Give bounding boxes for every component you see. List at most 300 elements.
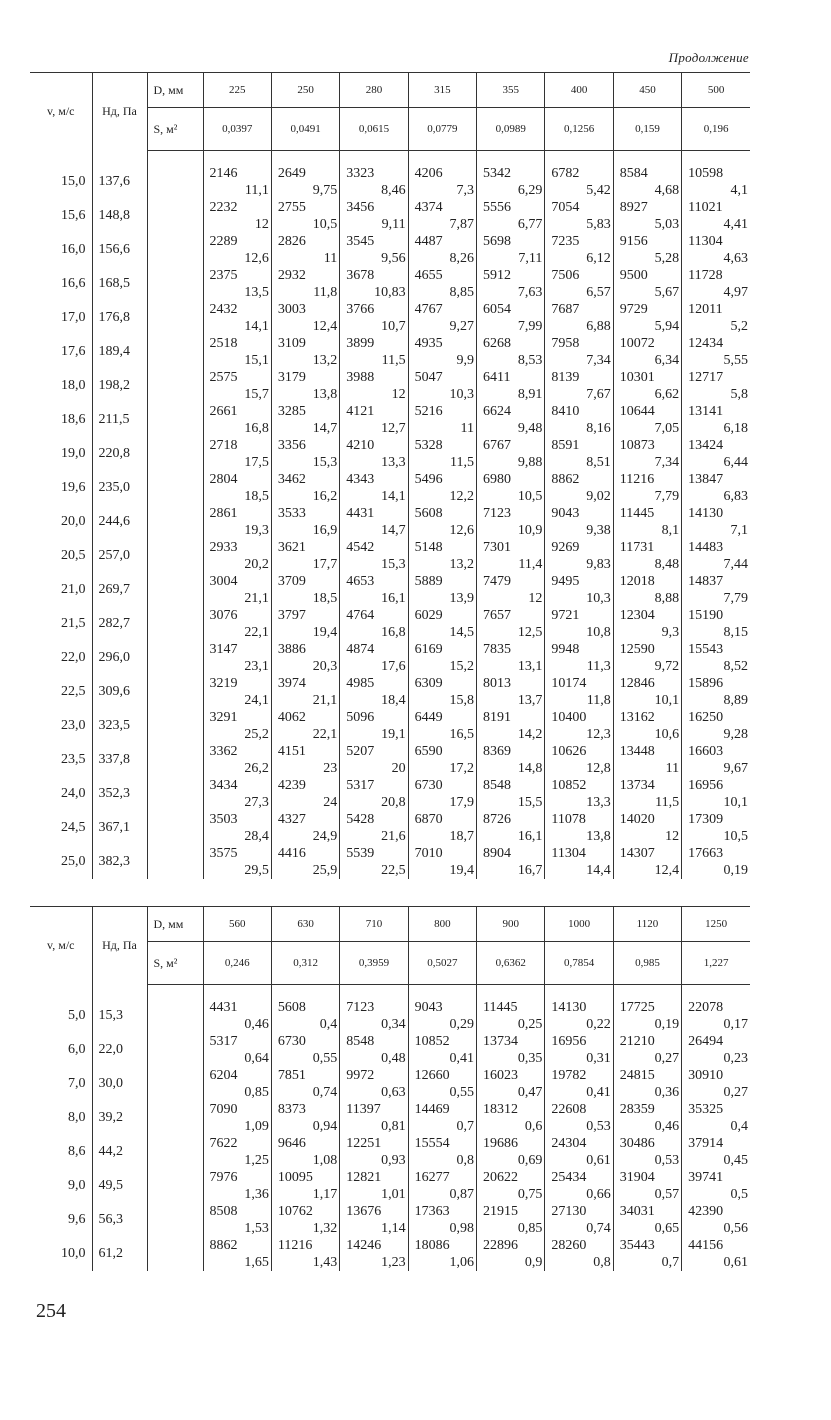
flow-cell <box>613 573 681 607</box>
flow-cell <box>613 1135 681 1169</box>
flow-rate: 3533 <box>277 506 306 521</box>
pressure-loss: 19,4 <box>312 625 338 640</box>
pressure-loss: 7,79 <box>654 489 680 504</box>
flow-rate: 16250 <box>688 710 724 725</box>
pressure-loss: 18,7 <box>449 829 474 844</box>
flow-rate: 8862 <box>209 1238 238 1253</box>
flow-rate: 31904 <box>619 1170 655 1185</box>
flow-cell <box>477 777 545 811</box>
flow-rate: 5328 <box>414 438 443 453</box>
flow-cell <box>545 1067 613 1101</box>
flow-cell <box>203 301 271 335</box>
velocity-header: v, м/с <box>30 907 92 985</box>
flow-cell <box>613 675 681 709</box>
flow-rate: 9729 <box>619 302 648 317</box>
pressure-loss: 6,57 <box>586 285 611 300</box>
pressure-loss: 0,29 <box>449 1017 474 1032</box>
flow-rate: 7622 <box>209 1136 238 1151</box>
pressure-loss: 5,94 <box>654 319 680 334</box>
pressure-loss: 16,2 <box>312 489 338 504</box>
flow-cell <box>203 1033 271 1067</box>
flow-rate: 4206 <box>414 166 443 181</box>
flow-cell <box>408 335 476 369</box>
flow-rate: 14020 <box>619 812 655 827</box>
flow-rate: 35443 <box>619 1238 655 1253</box>
flow-rate: 8548 <box>346 1034 375 1049</box>
flow-rate: 7123 <box>483 506 511 521</box>
flow-rate: 22608 <box>551 1102 587 1117</box>
area-value: 0,0989 <box>477 108 545 151</box>
flow-cell <box>271 471 339 505</box>
flow-rate: 3179 <box>277 370 306 385</box>
pressure-value: 282,7 <box>92 607 147 641</box>
flow-rate: 18086 <box>414 1238 450 1253</box>
velocity-value: 9,0 <box>68 1178 86 1193</box>
spacer-cell <box>203 985 271 1000</box>
flow-cell <box>477 1169 545 1203</box>
pressure-loss: 1,25 <box>244 1153 269 1168</box>
flow-cell <box>477 165 545 199</box>
flow-rate: 14307 <box>619 846 655 861</box>
flow-cell <box>408 165 476 199</box>
pressure-value: 168,5 <box>92 267 147 301</box>
pressure-loss: 0,64 <box>244 1051 269 1066</box>
flow-rate: 12304 <box>619 608 655 623</box>
spacer-cell <box>408 151 476 166</box>
pressure-loss: 8,85 <box>449 285 474 300</box>
pressure-value: 220,8 <box>92 437 147 471</box>
pressure-loss: 13,3 <box>586 795 611 810</box>
pressure-loss: 16,7 <box>517 863 543 878</box>
table-row <box>30 811 750 845</box>
pressure-loss: 18,4 <box>381 693 406 708</box>
area-value: 0,159 <box>613 108 681 151</box>
velocity-value: 20,5 <box>61 548 86 563</box>
pressure-loss: 6,34 <box>654 353 680 368</box>
flow-cell <box>545 607 613 641</box>
flow-rate: 21210 <box>619 1034 655 1049</box>
flow-cell <box>613 641 681 675</box>
empty-cell <box>147 573 203 607</box>
flow-rate: 13162 <box>619 710 655 725</box>
pressure-loss: 12 <box>528 591 543 606</box>
flow-cell <box>545 641 613 675</box>
pressure-loss: 26,2 <box>244 761 269 776</box>
pressure-loss: 12 <box>665 829 680 844</box>
flow-cell <box>545 539 613 573</box>
pressure-loss: 7,63 <box>517 285 543 300</box>
pressure-loss: 14,8 <box>517 761 543 776</box>
flow-cell <box>477 505 545 539</box>
flow-rate: 3356 <box>277 438 306 453</box>
empty-cell <box>147 1033 203 1067</box>
velocity-value: 10,0 <box>61 1246 86 1261</box>
flow-rate: 12011 <box>688 302 723 317</box>
pressure-loss: 22,1 <box>312 727 338 742</box>
pressure-loss: 7,34 <box>586 353 611 368</box>
spacer-row <box>30 151 750 166</box>
flow-cell <box>340 999 408 1033</box>
flow-cell <box>203 1067 271 1101</box>
velocity-value: 6,0 <box>68 1042 86 1057</box>
pressure-loss: 8,52 <box>723 659 748 674</box>
flow-cell <box>340 1101 408 1135</box>
pressure-loss: 1,23 <box>381 1255 406 1270</box>
flow-cell <box>682 471 750 505</box>
pressure-loss: 0,23 <box>723 1051 748 1066</box>
flow-cell <box>340 233 408 267</box>
flow-rate: 11304 <box>551 846 586 861</box>
pressure-loss: 0,19 <box>654 1017 680 1032</box>
pressure-loss: 8,1 <box>661 523 680 538</box>
flow-rate: 8584 <box>619 166 648 181</box>
flow-cell <box>613 1237 681 1271</box>
flow-cell <box>682 1169 750 1203</box>
flow-rate: 5047 <box>414 370 443 385</box>
table-row <box>30 199 750 233</box>
flow-rate: 12018 <box>619 574 655 589</box>
flow-cell <box>340 471 408 505</box>
pressure-loss: 0,36 <box>654 1085 680 1100</box>
flow-rate: 5496 <box>414 472 443 487</box>
spacer-cell <box>682 151 750 166</box>
flow-rate: 4874 <box>346 642 375 657</box>
pressure-loss: 1,32 <box>312 1221 338 1236</box>
flow-cell <box>203 437 271 471</box>
pressure-value: 39,2 <box>92 1101 147 1135</box>
pressure-loss: 13,3 <box>381 455 406 470</box>
pressure-value: 323,5 <box>92 709 147 743</box>
pressure-loss: 15,3 <box>381 557 406 572</box>
pressure-loss: 12,2 <box>449 489 474 504</box>
flow-rate: 10626 <box>551 744 587 759</box>
flow-cell <box>203 539 271 573</box>
flow-rate: 4653 <box>346 574 375 589</box>
flow-cell <box>271 1101 339 1135</box>
pressure-loss: 0,56 <box>723 1221 748 1236</box>
velocity-value: 8,0 <box>68 1110 86 1125</box>
flow-cell <box>203 811 271 845</box>
flow-cell <box>477 675 545 709</box>
pressure-value: 22,0 <box>92 1033 147 1067</box>
pressure-loss: 6,44 <box>723 455 748 470</box>
flow-rate: 3621 <box>277 540 306 555</box>
flow-rate: 5148 <box>414 540 443 555</box>
spacer-cell <box>147 151 203 166</box>
table-row <box>30 403 750 437</box>
flow-rate: 27130 <box>551 1204 587 1219</box>
flow-cell <box>682 403 750 437</box>
flow-rate: 11728 <box>688 268 723 283</box>
flow-rate: 24815 <box>619 1068 655 1083</box>
flow-rate: 8591 <box>551 438 580 453</box>
flow-rate: 5317 <box>209 1034 238 1049</box>
flow-rate: 4985 <box>346 676 375 691</box>
pressure-loss: 16,1 <box>517 829 543 844</box>
pressure-loss: 16,8 <box>244 421 269 436</box>
flow-cell <box>682 335 750 369</box>
flow-rate: 6449 <box>414 710 443 725</box>
area-value: 0,6362 <box>477 942 545 985</box>
flow-cell <box>408 845 476 879</box>
flow-cell <box>545 301 613 335</box>
pressure-loss: 12 <box>254 217 269 232</box>
velocity-value: 7,0 <box>68 1076 86 1091</box>
pressure-loss: 1,36 <box>244 1187 269 1202</box>
flow-rate: 2932 <box>277 268 306 283</box>
flow-cell <box>682 199 750 233</box>
pressure-loss: 0,69 <box>517 1153 543 1168</box>
flow-rate: 4327 <box>277 812 306 827</box>
velocity-value: 16,0 <box>61 242 86 257</box>
flow-rate: 2661 <box>209 404 238 419</box>
velocity-value: 23,0 <box>61 718 86 733</box>
area-label: S, м² <box>147 108 203 151</box>
spacer-cell <box>30 985 92 1000</box>
flow-cell <box>545 709 613 743</box>
flow-rate: 5889 <box>414 574 443 589</box>
pressure-loss: 17,5 <box>244 455 269 470</box>
pressure-value: 30,0 <box>92 1067 147 1101</box>
empty-cell <box>147 301 203 335</box>
flow-cell <box>682 267 750 301</box>
flow-rate: 6730 <box>414 778 443 793</box>
spacer-cell <box>477 151 545 166</box>
flow-cell <box>203 267 271 301</box>
area-value: 0,0615 <box>340 108 408 151</box>
flow-rate: 14130 <box>688 506 724 521</box>
flow-cell <box>271 437 339 471</box>
pressure-loss: 7,87 <box>449 217 474 232</box>
flow-rate: 28260 <box>551 1238 587 1253</box>
pressure-loss: 6,88 <box>586 319 611 334</box>
pressure-loss: 14,1 <box>381 489 406 504</box>
pressure-loss: 0,61 <box>723 1255 748 1270</box>
pressure-loss: 0,5 <box>730 1187 748 1202</box>
flow-cell <box>340 1169 408 1203</box>
flow-rate: 4431 <box>346 506 375 521</box>
flow-cell <box>203 199 271 233</box>
flow-cell <box>271 1067 339 1101</box>
flow-cell <box>545 335 613 369</box>
flow-rate: 4431 <box>209 1000 238 1015</box>
pressure-loss: 0,8 <box>456 1153 474 1168</box>
flow-rate: 3147 <box>209 642 238 657</box>
flow-rate: 3285 <box>277 404 306 419</box>
pressure-loss: 14,5 <box>449 625 474 640</box>
flow-rate: 22896 <box>483 1238 518 1253</box>
flow-cell <box>613 1101 681 1135</box>
pressure-loss: 0,35 <box>517 1051 543 1066</box>
flow-cell <box>477 267 545 301</box>
flow-rate: 11397 <box>346 1102 381 1117</box>
pressure-loss: 9,11 <box>381 217 406 232</box>
area-value: 0,312 <box>271 942 339 985</box>
flow-cell <box>477 301 545 335</box>
pressure-loss: 13,5 <box>244 285 269 300</box>
flow-rate: 22078 <box>688 1000 724 1015</box>
flow-rate: 3575 <box>209 846 238 861</box>
flow-rate: 4935 <box>414 336 443 351</box>
flow-rate: 5428 <box>346 812 375 827</box>
pressure-loss: 4,1 <box>730 183 748 198</box>
pressure-loss: 12,5 <box>517 625 543 640</box>
velocity-table-upper <box>30 72 750 879</box>
empty-cell <box>147 165 203 199</box>
flow-rate: 13734 <box>619 778 655 793</box>
table-row <box>30 845 750 879</box>
flow-rate: 13424 <box>688 438 724 453</box>
pressure-loss: 8,16 <box>586 421 611 436</box>
flow-rate: 11445 <box>619 506 655 521</box>
pressure-value: 244,6 <box>92 505 147 539</box>
flow-cell <box>545 573 613 607</box>
flow-rate: 3109 <box>277 336 306 351</box>
flow-rate: 4343 <box>346 472 375 487</box>
flow-rate: 17309 <box>688 812 724 827</box>
flow-rate: 2933 <box>209 540 238 555</box>
flow-cell <box>271 1203 339 1237</box>
empty-cell <box>147 1101 203 1135</box>
flow-rate: 4062 <box>277 710 306 725</box>
flow-cell <box>613 267 681 301</box>
pressure-loss: 0,46 <box>654 1119 680 1134</box>
flow-cell <box>408 1101 476 1135</box>
pressure-loss: 6,29 <box>517 183 543 198</box>
flow-cell <box>408 777 476 811</box>
flow-rate: 9646 <box>277 1136 306 1151</box>
pressure-loss: 10,1 <box>654 693 680 708</box>
flow-rate: 6870 <box>414 812 443 827</box>
pressure-loss: 25,9 <box>312 863 338 878</box>
pressure-loss: 0,74 <box>586 1221 611 1236</box>
empty-cell <box>147 471 203 505</box>
flow-rate: 3709 <box>277 574 306 589</box>
area-value: 0,7854 <box>545 942 613 985</box>
velocity-value: 17,0 <box>61 310 86 325</box>
flow-cell <box>271 199 339 233</box>
pressure-loss: 6,12 <box>586 251 611 266</box>
pressure-loss: 9,88 <box>517 455 543 470</box>
table-row <box>30 607 750 641</box>
flow-rate: 3462 <box>277 472 306 487</box>
pressure-loss: 10,5 <box>723 829 748 844</box>
velocity-value: 25,0 <box>61 854 86 869</box>
table-row <box>30 709 750 743</box>
diameter-value: 1000 <box>545 907 613 942</box>
flow-cell <box>408 369 476 403</box>
flow-rate: 6590 <box>414 744 443 759</box>
flow-cell <box>477 199 545 233</box>
flow-cell <box>682 743 750 777</box>
flow-rate: 4239 <box>277 778 306 793</box>
flow-cell <box>613 233 681 267</box>
flow-cell <box>682 1135 750 1169</box>
pressure-value: 189,4 <box>92 335 147 369</box>
flow-cell <box>613 335 681 369</box>
pressure-loss: 11,4 <box>518 557 543 572</box>
flow-rate: 2289 <box>209 234 238 249</box>
flow-rate: 15543 <box>688 642 724 657</box>
empty-cell <box>147 709 203 743</box>
pressure-loss: 7,05 <box>654 421 680 436</box>
pressure-loss: 0,4 <box>319 1017 338 1032</box>
diameter-value: 1120 <box>613 907 681 942</box>
velocity-value: 19,0 <box>61 446 86 461</box>
flow-rate: 12717 <box>688 370 724 385</box>
pressure-value: 352,3 <box>92 777 147 811</box>
pressure-loss: 5,03 <box>654 217 680 232</box>
flow-cell <box>340 845 408 879</box>
pressure-loss: 7,99 <box>517 319 543 334</box>
flow-rate: 7958 <box>551 336 580 351</box>
pressure-loss: 9,9 <box>456 353 474 368</box>
flow-cell <box>682 539 750 573</box>
flow-rate: 3503 <box>209 812 238 827</box>
flow-rate: 8508 <box>209 1204 238 1219</box>
pressure-loss: 1,53 <box>244 1221 269 1236</box>
velocity-value: 18,0 <box>61 378 86 393</box>
flow-cell <box>477 539 545 573</box>
flow-cell <box>408 1067 476 1101</box>
table-row <box>30 301 750 335</box>
flow-cell <box>613 743 681 777</box>
velocity-value: 22,0 <box>61 650 86 665</box>
pressure-loss: 0,87 <box>449 1187 474 1202</box>
flow-cell <box>613 811 681 845</box>
flow-rate: 3076 <box>209 608 238 623</box>
flow-rate: 11731 <box>619 540 655 555</box>
spacer-cell <box>271 151 339 166</box>
flow-cell <box>203 1135 271 1169</box>
flow-cell <box>545 1203 613 1237</box>
flow-cell <box>682 1067 750 1101</box>
flow-rate: 44156 <box>688 1238 724 1253</box>
diameter-value: 355 <box>477 73 545 108</box>
flow-cell <box>682 165 750 199</box>
header-row-diameter <box>30 73 750 108</box>
pressure-loss: 1,06 <box>449 1255 474 1270</box>
flow-cell <box>203 369 271 403</box>
flow-cell <box>477 573 545 607</box>
pressure-loss: 20,2 <box>244 557 269 572</box>
flow-rate: 5096 <box>346 710 375 725</box>
pressure-loss: 0,27 <box>654 1051 680 1066</box>
flow-rate: 21915 <box>483 1204 518 1219</box>
flow-cell <box>203 573 271 607</box>
pressure-loss: 17,2 <box>449 761 474 776</box>
flow-rate: 2649 <box>277 166 306 181</box>
table-row <box>30 267 750 301</box>
flow-rate: 2375 <box>209 268 238 283</box>
flow-rate: 15896 <box>688 676 724 691</box>
velocity-value: 21,0 <box>61 582 86 597</box>
flow-cell <box>545 999 613 1033</box>
flow-cell <box>340 437 408 471</box>
pressure-loss: 0,48 <box>381 1051 406 1066</box>
pressure-loss: 5,55 <box>723 353 748 368</box>
empty-cell <box>147 999 203 1033</box>
pressure-loss: 5,2 <box>730 319 748 334</box>
flow-cell <box>271 709 339 743</box>
pressure-loss: 5,83 <box>586 217 611 232</box>
spacer-cell <box>477 985 545 1000</box>
flow-rate: 26494 <box>688 1034 724 1049</box>
flow-cell <box>408 471 476 505</box>
pressure-loss: 10,3 <box>449 387 474 402</box>
flow-rate: 7235 <box>551 234 580 249</box>
flow-rate: 3545 <box>346 234 375 249</box>
